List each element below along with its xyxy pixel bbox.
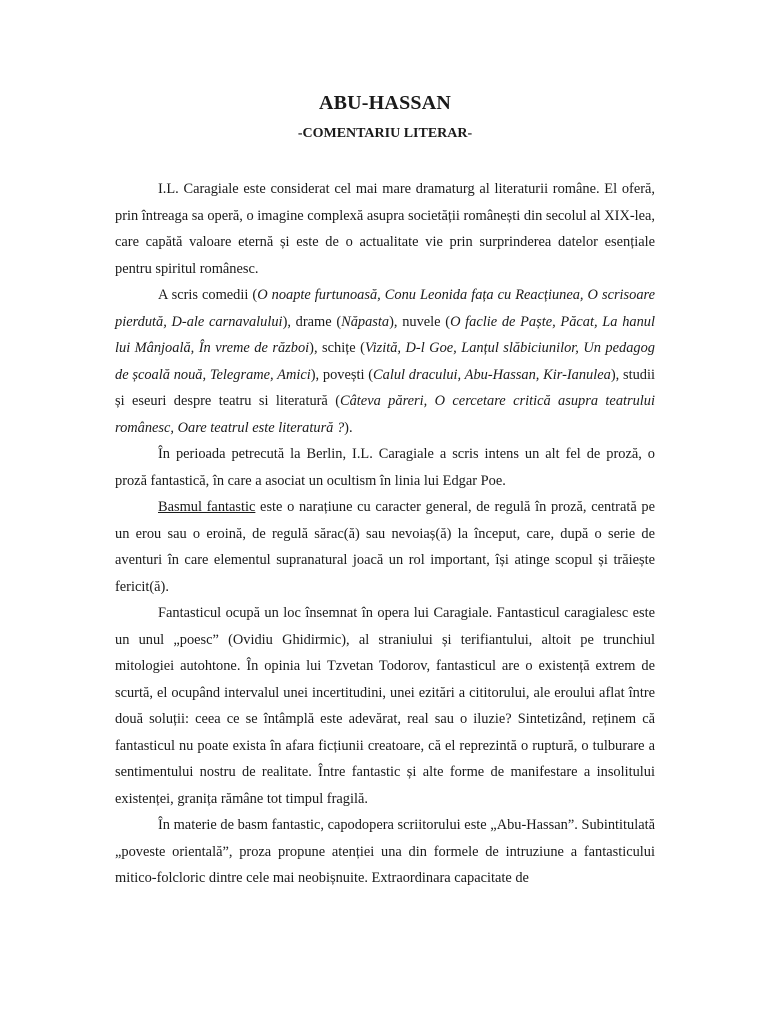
works-novellas: O faclie de Paște, Păcat, La hanul lui Mânjoală, În vreme de război	[115, 313, 655, 356]
works-text: A scris comedii (	[158, 287, 258, 303]
paragraph-fantastic: Fantasticul ocupă un loc însemnat în opera lui Caragiale. Fantasticul caragialesc este un unul „poesc” (Ovidiu Ghidirmic), al straniului și terifiantului, altoit pe trunchiul mitologiei autohtone. În opinia lui Tzvetan Todorov, fantasticul are o existență extrem de scurtă, el ocupând intervalul unei incertitudini, unei ezitări a cititorului, ale eroului aflat între două soluții: ceea ce se întâmplă este adevărat, real sau o iluzie? Sintetizând, reținem că fantasticul nu poate exista în afara ficțiunii creatoare, că el reprezintă o ruptură, o tulburare a sentimentului nostru de realitate. Între fantastic și alte forme de manifestare a insolitului existenței, granița rămâne tot timpul fragilă.	[115, 605, 655, 807]
works-dramas: Năpasta	[341, 313, 390, 330]
document-subtitle: -COMENTARIU LITERAR-	[297, 126, 473, 141]
paragraph-berlin: În perioada petrecută la Berlin, I.L. Caragiale a scris intens un alt fel de proză, o proză fantastică, în care a asociat un ocultism în linia lui Edgar Poe.	[115, 446, 655, 489]
works-tales: Calul dracului, Abu-Hassan, Kir-Ianulea	[373, 366, 611, 383]
works-comedies: O noapte furtunoasă, Conu Leonida fața cu Reacțiunea, O scrisoare pierdută, D-ale carnavalului	[115, 287, 656, 330]
works-text: ), schițe (	[309, 340, 365, 356]
document-body	[115, 176, 655, 892]
works-text: ), nuvele (	[389, 313, 451, 330]
document-page	[115, 88, 655, 892]
paragraph-works	[115, 282, 655, 441]
paragraph-intro: I.L. Caragiale este considerat cel mai mare dramaturg al literaturii române. El oferă, prin întreaga sa operă, o imagine complexă asupra societății românești din secolul al XIX-lea, care capătă valoare eternă și este de o actualitate vie prin surprinderea datelor esențiale pentru spiritul românesc.	[115, 181, 655, 277]
term-basmul-fantastic: Basmul fantastic	[158, 499, 256, 515]
paragraph-abu-hassan: În materie de basm fantastic, capodopera scriitorului este „Abu-Hassan”. Subintitulată „poveste orientală”, proza propune atenției una din formele de intruziune a fantasticului mitico-folcloric dintre cele mai neobișnuite. Extraordinara capacitate de	[115, 817, 655, 886]
works-text: ), studii și eseuri despre teatru si literatură (	[115, 366, 655, 409]
works-essays: Câteva păreri, O cercetare critică asupra teatrului românesc, Oare teatrul este literatură ?	[115, 393, 655, 436]
works-sketches: Vizită, D-l Goe, Lanțul slăbiciunilor, Un pedagog de școală nouă, Telegrame, Amici	[115, 340, 655, 383]
works-text: ), povești (	[310, 366, 374, 383]
definition-text: este o narațiune cu caracter general, de regulă în proză, centrată pe un erou sau o eroină, de regulă sărac(ă) sau nevoiaș(ă) la început, care, după o serie de aventuri în care elementul supranatural joacă un rol important, își atinge scopul și trăiește fericit(ă).	[115, 499, 655, 595]
works-text: ).	[344, 419, 353, 436]
document-title: ABU-HASSAN	[318, 92, 452, 114]
paragraph-definition	[115, 494, 655, 600]
works-text: ), drame (	[282, 313, 342, 330]
